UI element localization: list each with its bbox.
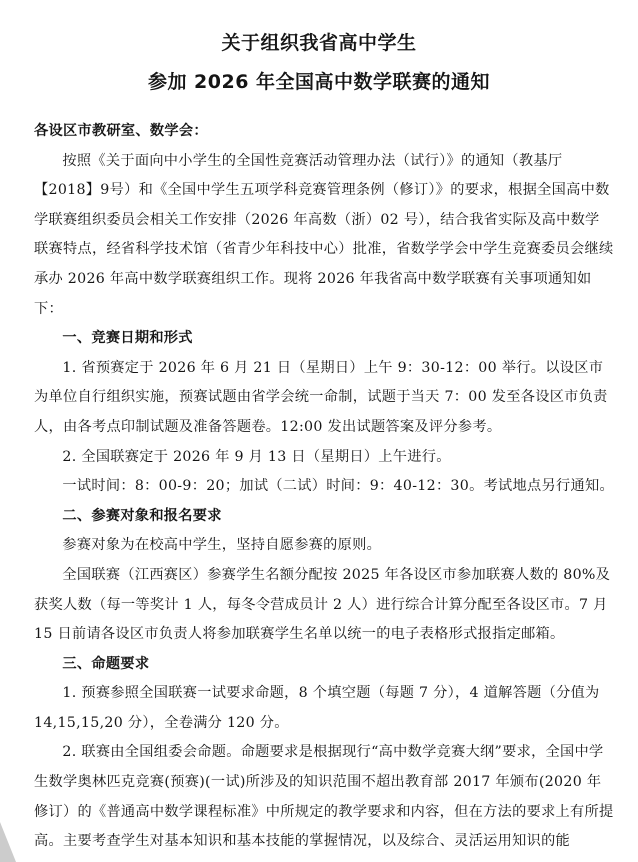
section-2-paragraph: 全国联赛（江西赛区）参赛学生名额分配按 2025 年各设区市参加联赛人数的 80%及获奖人数（每一等奖计 1 人，每冬令营成员计 2 人）进行综合计算分配至各设区市。7 月 15 日前请各设区市负责人将参加联赛学生名单以统一的电子表格形式报指定邮箱。: [34, 566, 611, 643]
section-1-paragraph: 1. 省预赛定于 2026 年 6 月 21 日（星期日）上午 9：30-12：00 举行。以设区市为单位自行组织实施，预赛试题由省学会统一命制，试题于当天 7：00 发至各设区市负责人，由各考点印制试题及准备答题卷。12:00 发出试题答案及评分参考。: [34, 359, 608, 435]
section-2-paragraph: 参赛对象为在校高中学生，坚持自愿参赛的原则。: [62, 537, 382, 554]
section-heading-3: 三、命题要求: [62, 655, 150, 672]
section-heading-1: 一、竞赛日期和形式: [62, 330, 193, 347]
title-line-2: 参加 2026 年全国高中数学联赛的通知: [147, 71, 491, 93]
notice-body: [34, 117, 614, 857]
addressee: 各设区市教研室、数学会：: [34, 123, 208, 139]
page-corner-shadow: [0, 822, 16, 862]
section-3-paragraph: 2. 联赛由全国组委会命题。命题要求是根据现行“高中数学竞赛大纲”要求，全国中学生数学奥林匹克竞赛(预赛)(一试)所涉及的知识范围不超出教育部 2017 年颁布(2020 年修订）的《普通高中数学课程标准》中所规定的教学要求和内容，但在方法的要求上有所提高。主要考查学生对基本知识和基本技能的掌握情况，以及综合、灵活运用知识的能: [34, 744, 614, 850]
section-3-paragraph: 1. 预赛参照全国联赛一试要求命题，8 个填空题（每题 7 分），4 道解答题（分值为 14,15,15,20 分），全卷满分 120 分。: [34, 685, 600, 731]
intro-paragraph: 按照《关于面向中小学生的全国性竞赛活动管理办法（试行）》的通知（教基厅【2018】9号）和《全国中学生五项学科竞赛管理条例（修订）》的要求，根据全国高中数学联赛组织委员会相关工作安排（2026 年高数（浙）02 号），结合我省实际及高中数学联赛特点，经省科学技术馆（省青少年科技中心）批准，省数学学会中学生竞赛委员会继续承办 2026 年高中数学联赛组织工作。现将 2026 年我省高中数学联赛有关事项通知如下：: [34, 152, 614, 317]
section-1-paragraph: 2. 全国联赛定于 2026 年 9 月 13 日（星期日）上午进行。: [62, 448, 451, 465]
section-heading-2: 二、参赛对象和报名要求: [62, 507, 222, 524]
section-1-paragraph: 一试时间：8：00-9：20；加试（二试）时间：9：40-12：30。考试地点另行通知。: [62, 478, 614, 495]
title-line-1: 关于组织我省高中学生: [221, 32, 417, 54]
